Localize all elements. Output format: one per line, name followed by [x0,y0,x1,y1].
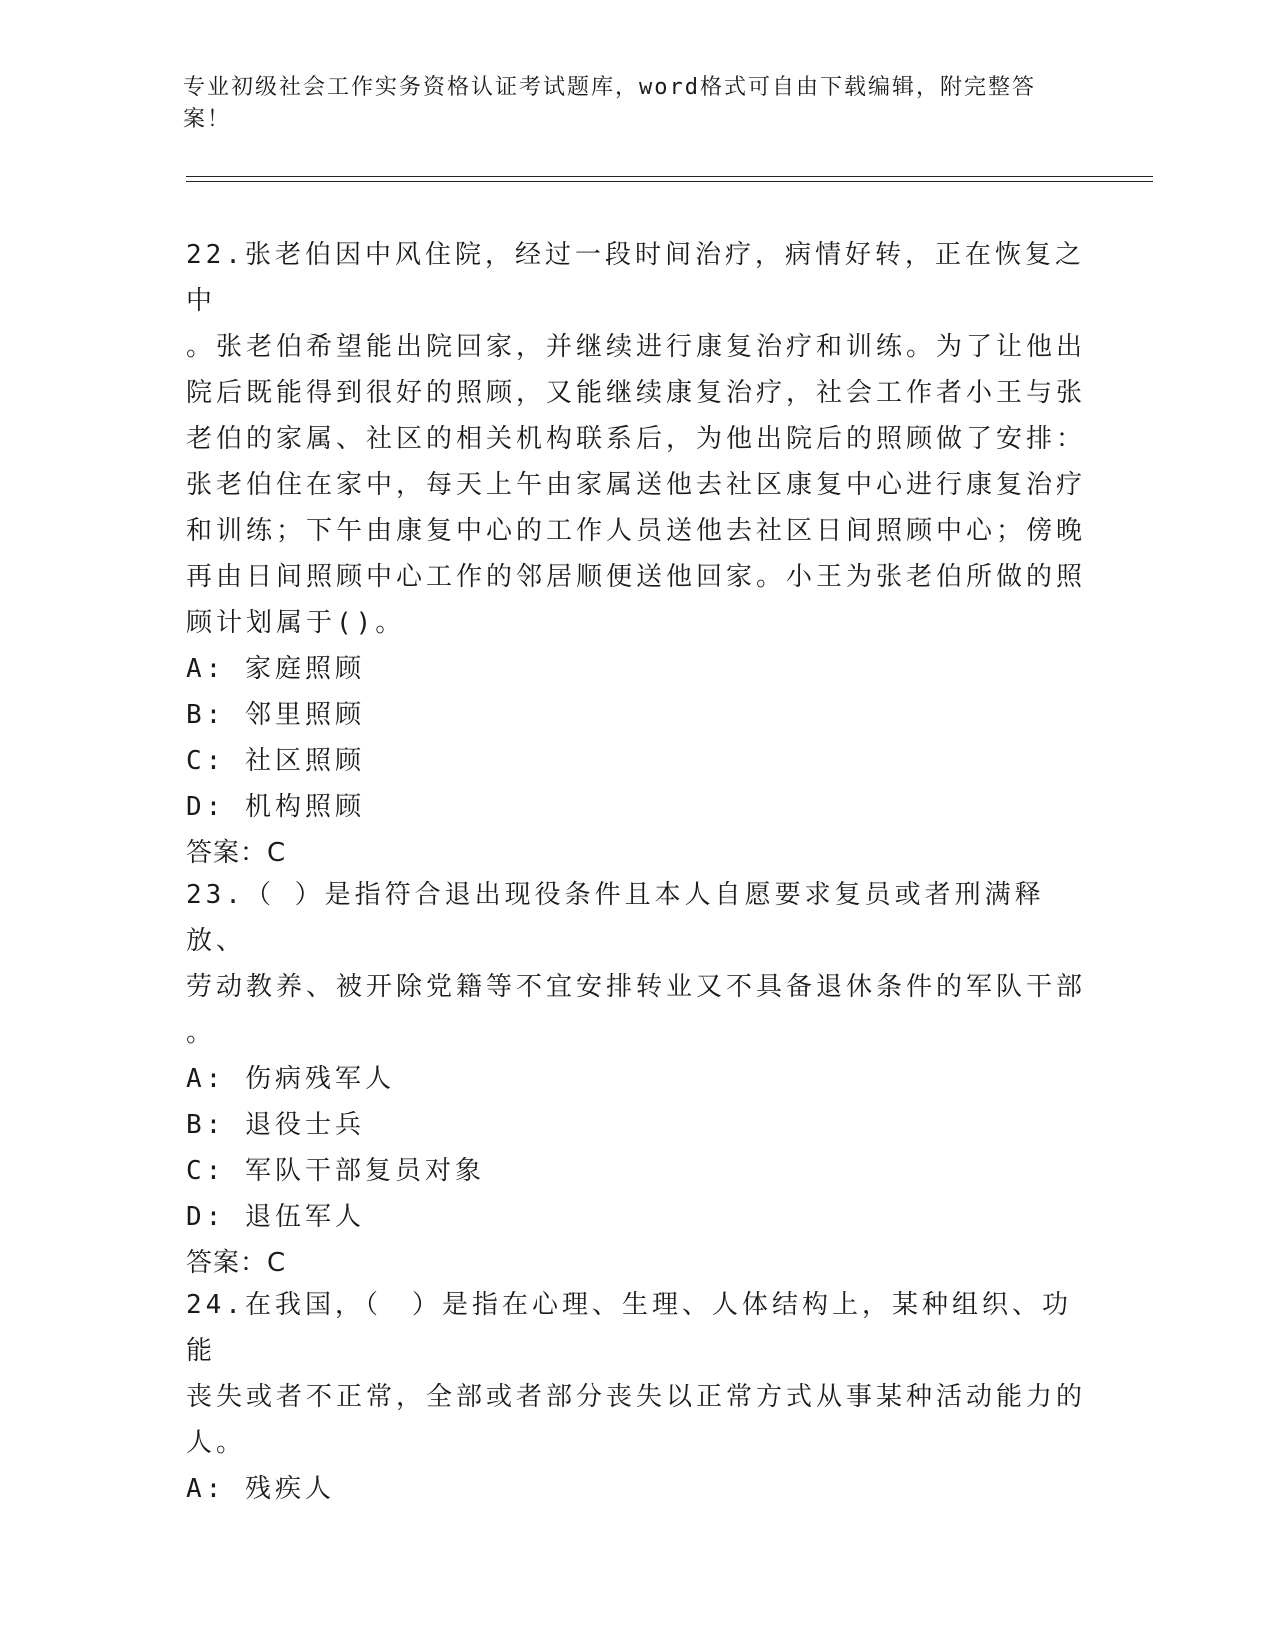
question-text: 24.在我国，（ ）是指在心理、生理、人体结构上，某种组织、功能 丧失或者不正常，全部或者部分丧失以正常方式从事某种活动能力的 人。 [186,1290,1087,1458]
document-header: 专业初级社会工作实务资格认证考试题库，word格式可自由下载编辑，附完整答案！ [183,75,1036,132]
question-24 [186,1282,1086,1512]
option-b: B: 邻里照顾 [186,700,365,730]
question-22 [186,232,1086,876]
option-a: A: 伤病残军人 [186,1064,395,1094]
option-a: A: 残疾人 [186,1474,335,1504]
option-c: C: 军队干部复员对象 [186,1156,485,1186]
header-divider-bottom [186,181,1153,182]
option-a: A: 家庭照顾 [186,654,365,684]
answer: 答案：C [186,1248,287,1278]
question-23 [186,872,1086,1286]
option-d: D: 机构照顾 [186,792,365,822]
option-c: C: 社区照顾 [186,746,365,776]
question-text: 23.（ ）是指符合退出现役条件且本人自愿要求复员或者刑满释放、 劳动教养、被开除党籍等不宜安排转业又不具备退休条件的军队干部 。 [186,880,1087,1048]
answer: 答案：C [186,838,287,868]
option-d: D: 退伍军人 [186,1202,365,1232]
option-b: B: 退役士兵 [186,1110,365,1140]
header-divider-top [186,176,1153,177]
question-text: 22.张老伯因中风住院，经过一段时间治疗，病情好转，正在恢复之中 。张老伯希望能出院回家，并继续进行康复治疗和训练。为了让他出 院后既能得到很好的照顾，又能继续康复治疗，社会工作者小王与张 老伯的家属、社区的相关机构联系后，为他出院后的照顾做了安排： 张老伯住在家中，每天上午由家属送他去社区康复中心进行康复治疗 和训练；下午由康复中心的工作人员送他去社区日间照顾中心；傍晚 再由日间照顾中心工作的邻居顺便送他回家。小王为张老伯所做的照 顾计划属于()。 [186,240,1087,638]
